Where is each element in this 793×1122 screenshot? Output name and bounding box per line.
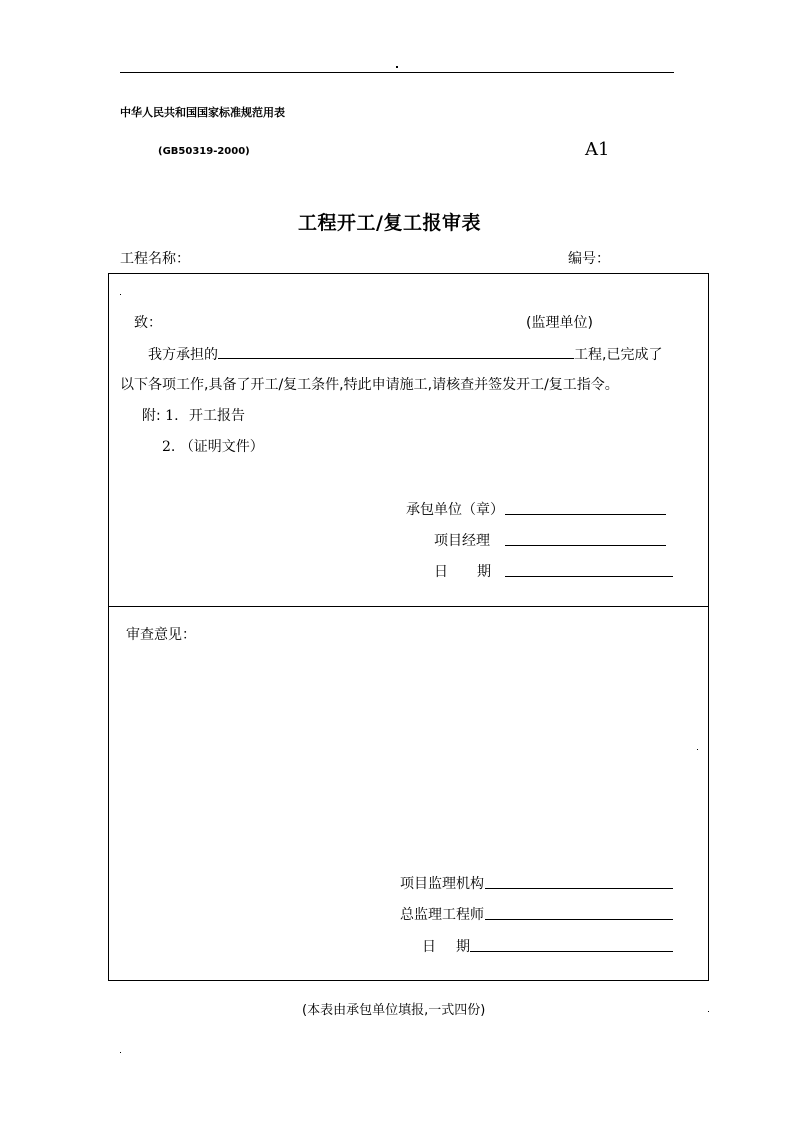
review-dot <box>697 749 698 750</box>
to-label: 致： <box>134 315 162 331</box>
project-name-label: 工程名称： <box>120 251 190 267</box>
attachments-row-2 <box>162 436 264 456</box>
review-section <box>108 606 709 981</box>
section-dot <box>120 294 121 295</box>
footer-dot-left <box>120 1052 121 1053</box>
body-line-1 <box>148 343 662 364</box>
body-suffix: 工程,已完成了 <box>574 347 663 363</box>
sign-agency-line[interactable] <box>485 888 673 889</box>
attach-item-2: （证明文件） <box>179 439 264 455</box>
sign-date-label-1a: 日 <box>434 564 448 580</box>
sign-date-label-2b: 期 <box>456 939 470 955</box>
attachments-row-1 <box>142 405 245 425</box>
sign-agency-label: 项目监理机构 <box>400 876 484 892</box>
sign-date-label-2a: 日 <box>422 939 436 955</box>
number-label: 编号： <box>568 251 610 267</box>
review-label: 审查意见： <box>126 627 196 643</box>
supervisor-unit-label: (监理单位) <box>526 315 593 331</box>
header-dot <box>396 66 398 68</box>
standard-code: (GB50319-2000) <box>158 146 250 157</box>
form-code: A1 <box>585 139 610 160</box>
sign-date-label-1b: 期 <box>477 564 491 580</box>
page-title: 工程开工/复工报审表 <box>298 212 481 234</box>
footer-dot-right <box>708 1011 709 1012</box>
standard-name: 中华人民共和国国家标准规范用表 <box>120 106 285 119</box>
sign-chief-label: 总监理工程师 <box>400 907 484 923</box>
attach-item-1-num: 1. <box>165 408 179 424</box>
attach-label: 附: <box>142 408 161 424</box>
sign-manager-line[interactable] <box>505 545 666 546</box>
attach-item-1: 开工报告 <box>188 408 245 424</box>
sign-contractor-label: 承包单位（章） <box>406 502 504 518</box>
sign-chief-line[interactable] <box>485 919 673 920</box>
body-prefix: 我方承担的 <box>148 347 218 363</box>
sign-date-line-2[interactable] <box>470 951 673 952</box>
sign-date-line-1[interactable] <box>505 576 673 577</box>
sign-contractor-line[interactable] <box>505 514 666 515</box>
body-line-2: 以下各项工作,具备了开工/复工条件,特此申请施工,请核查并签发开工/复工指令。 <box>120 377 619 393</box>
attach-item-2-num: 2. <box>162 439 176 455</box>
footer-note: (本表由承包单位填报,一式四份) <box>302 1003 486 1018</box>
header-rule <box>120 72 674 73</box>
sign-manager-label: 项目经理 <box>434 533 490 549</box>
project-blank[interactable] <box>218 343 574 359</box>
